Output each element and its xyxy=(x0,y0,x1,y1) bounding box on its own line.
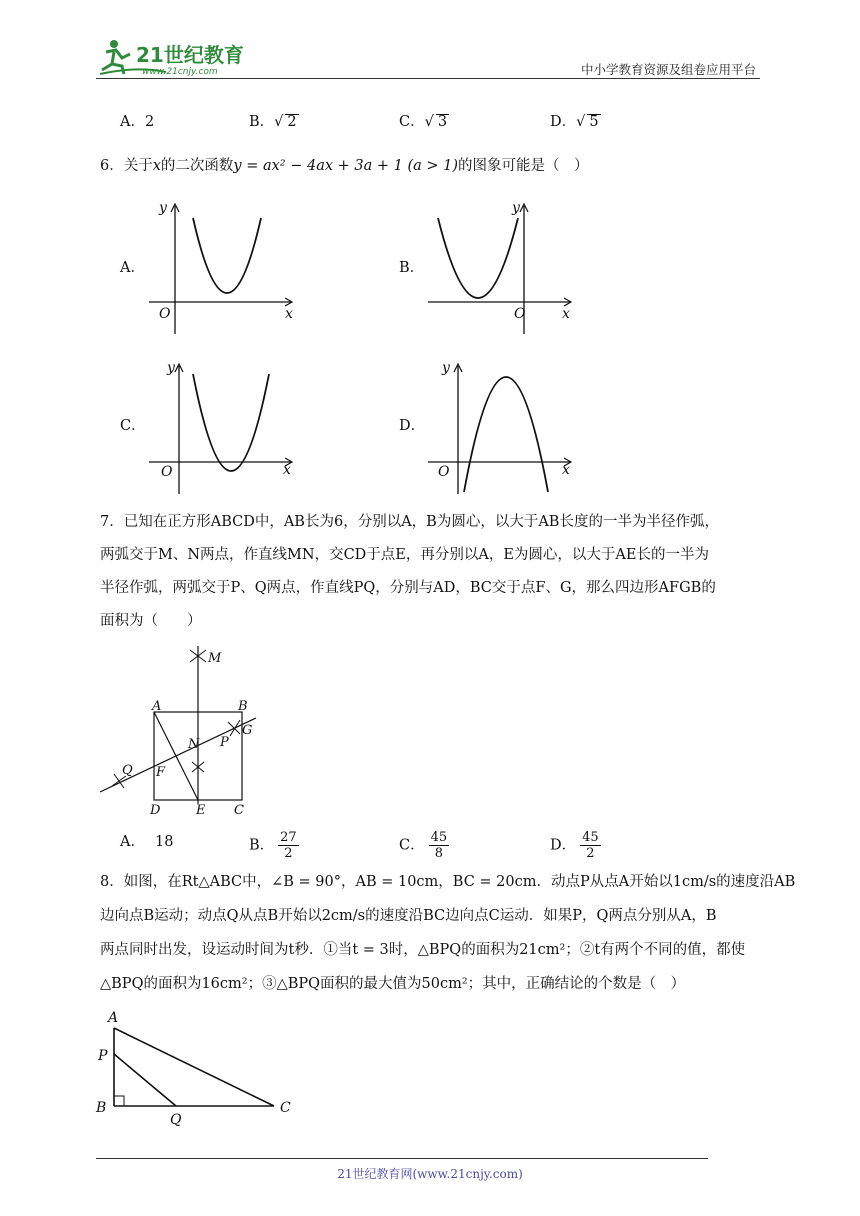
logo-url: www.21cnjy.com xyxy=(142,67,218,77)
label-c: C xyxy=(280,1100,291,1116)
axis-x-label: x xyxy=(562,462,570,478)
q7-line-2: 两弧交于M、N两点，作直线MN，交CD于点E，再分别以A，E为圆心，以大于AE长的一半为 xyxy=(100,547,709,563)
label-q: Q xyxy=(170,1112,182,1128)
label-c: C xyxy=(234,803,244,818)
label-m: M xyxy=(208,651,222,666)
q6-graph-c xyxy=(145,358,300,498)
q7-line-1: 7．已知在正方形ABCD中，AB长为6，分别以A，B为圆心，以大于AB长度的一半为半径作弧， xyxy=(100,514,719,530)
q6-option-b: B． xyxy=(399,260,425,276)
axis-y-label: y xyxy=(442,360,450,376)
label-n: N xyxy=(188,737,200,752)
q7-option-b: B． $\frac{27}{2}$ xyxy=(249,830,297,861)
axis-y-label: y xyxy=(159,200,167,216)
origin-label: O xyxy=(159,306,171,322)
label-f: F xyxy=(156,765,166,780)
q7-option-c: C． $\frac{45}{8}$ xyxy=(399,830,448,861)
origin-label: O xyxy=(514,306,526,322)
footer-divider xyxy=(96,1158,708,1159)
q7-line-3: 半径作弧，两弧交于P、Q两点，作直线PQ，分别与AD，BC交于点F、G，那么四边形AFGB的 xyxy=(100,580,716,596)
label-b: B xyxy=(238,699,248,714)
logo xyxy=(96,36,266,78)
logo-text: 21世纪教育 xyxy=(136,43,244,67)
q5-option-c: C．√ 3 xyxy=(399,114,448,130)
q5-option-b: B．√ 2 xyxy=(249,114,297,130)
origin-label: O xyxy=(161,464,173,480)
label-p: P xyxy=(220,735,229,750)
label-b: B xyxy=(96,1100,107,1116)
q6-graph-a xyxy=(145,198,300,338)
q8-line-1: 8．如图，在Rt△ABC中，∠B = 90°，AB = 10cm，BC = 20cm．动点P从点A开始以1cm/s的速度沿AB xyxy=(100,874,796,890)
axis-x-label: x xyxy=(283,462,291,478)
q6-option-c: C． xyxy=(120,418,146,434)
q6-graph-d xyxy=(424,358,579,498)
origin-label: O xyxy=(438,464,450,480)
q5-option-a: A．2 xyxy=(120,114,155,130)
label-e: E xyxy=(196,803,206,818)
runner-logo-icon xyxy=(96,36,266,78)
label-d: D xyxy=(150,803,161,818)
label-a: A xyxy=(108,1010,119,1026)
label-g: G xyxy=(242,723,253,738)
axis-x-label: x xyxy=(562,306,570,322)
axis-y-label: y xyxy=(167,360,175,376)
q7-option-a: A． 18 xyxy=(120,834,174,850)
q7-figure xyxy=(96,642,266,820)
q7-line-4: 面积为（ ） xyxy=(100,613,202,629)
q6-graph-b xyxy=(424,198,579,338)
q8-line-3: 两点同时出发，设运动时间为t秒．①当t = 3时，△BPQ的面积为21cm²；②t有两个不同的值，都使 xyxy=(100,942,746,958)
q8-line-4: △BPQ的面积为16cm²；③△BPQ面积的最大值为50cm²；其中，正确结论的个数是（ ） xyxy=(100,976,686,992)
label-q: Q xyxy=(122,763,133,778)
q8-line-2: 边向点B运动；动点Q从点B开始以2cm/s的速度沿BC边向点C运动．如果P，Q两点分别从A，B xyxy=(100,908,717,924)
header-divider xyxy=(96,78,760,79)
axis-y-label: y xyxy=(512,200,520,216)
q5-option-d: D．√ 5 xyxy=(550,114,599,130)
q6-option-a: A． xyxy=(120,260,145,276)
axis-x-label: x xyxy=(285,306,293,322)
platform-name: 中小学教育资源及组卷应用平台 xyxy=(580,62,756,77)
footer-text: 21世纪教育网(www.21cnjy.com) xyxy=(337,1167,523,1181)
q7-option-d: D． $\frac{45}{2}$ xyxy=(550,830,599,861)
label-a: A xyxy=(152,699,162,714)
q6-stem: 6．关于x的二次函数y = ax² − 4ax + 3a + 1 (a > 1)的图象可能是（ ） xyxy=(100,158,589,174)
label-p: P xyxy=(98,1048,108,1064)
q8-figure xyxy=(94,1004,304,1128)
q6-option-d: D． xyxy=(399,418,426,434)
